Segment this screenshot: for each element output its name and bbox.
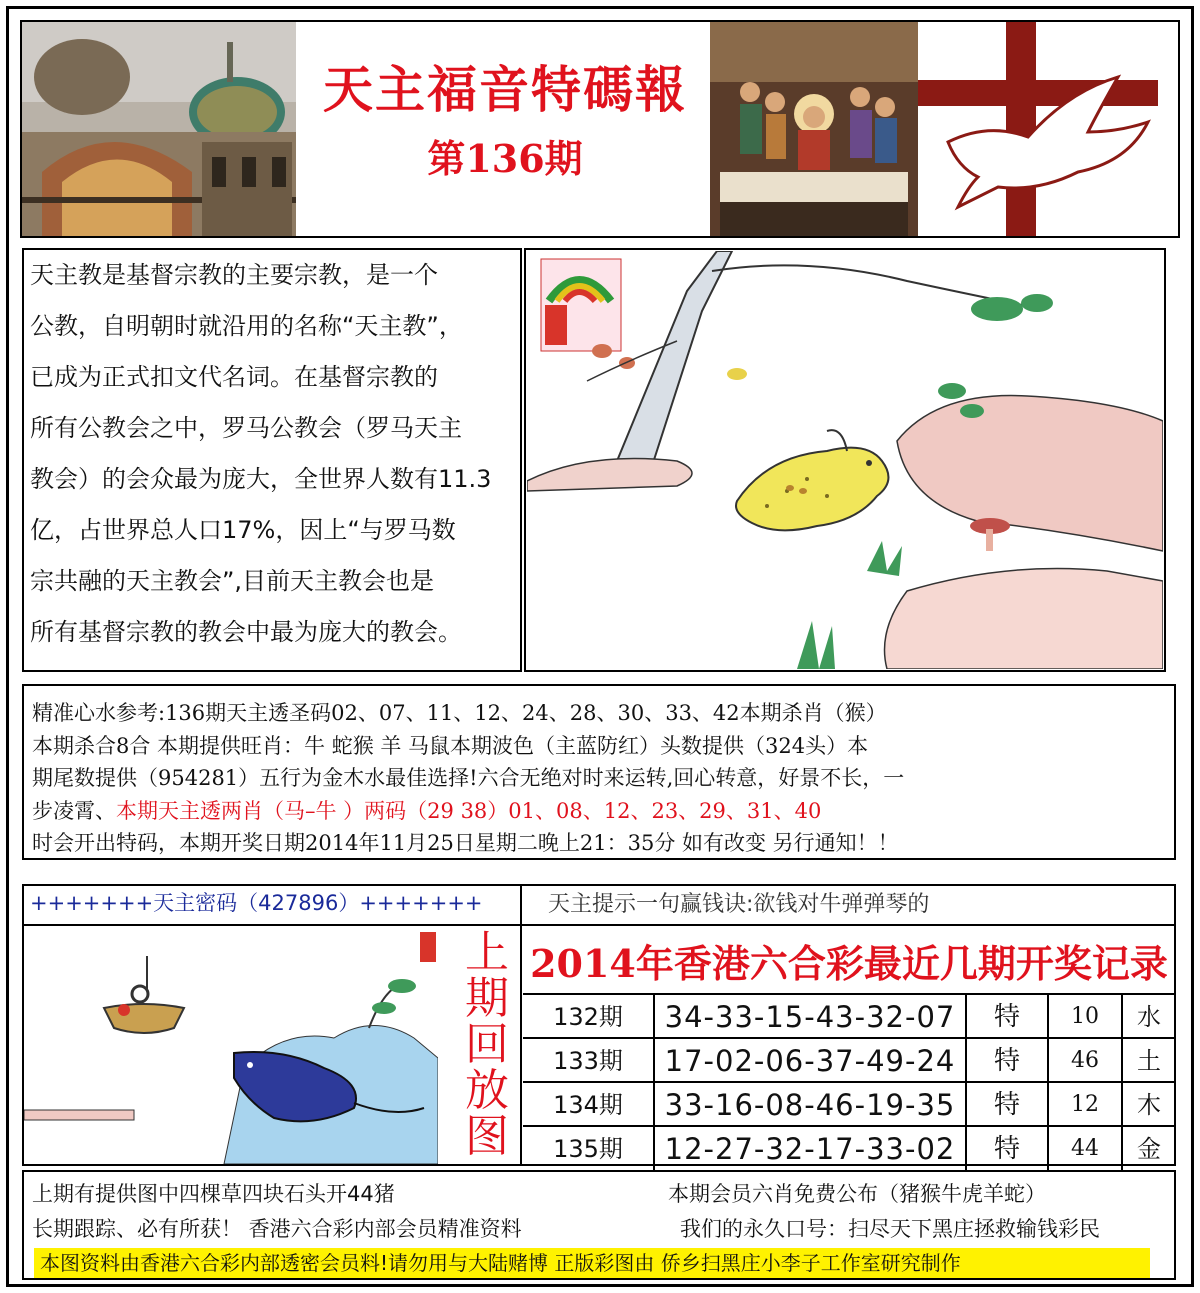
replay-char: 回 <box>465 1019 509 1070</box>
record-special-number: 44 <box>1047 1127 1121 1171</box>
record-special-number: 46 <box>1047 1039 1121 1083</box>
cross-dove-image <box>918 22 1176 236</box>
reference-line: 期尾数提供（954281）五行为金木水最佳选择!六合无绝对时来运转,回心转意，好景不长，一 <box>32 766 905 790</box>
replay-char: 上 <box>465 927 509 978</box>
replay-char: 图 <box>465 1111 509 1162</box>
record-row <box>523 1037 1175 1083</box>
secret-divider <box>22 924 522 926</box>
intro-line: 所有公教会之中，罗马公教会（罗马天主 <box>30 414 462 442</box>
replay-label <box>462 927 512 1162</box>
replay-char: 放 <box>465 1065 509 1116</box>
intro-line: 所有基督宗教的教会中最为庞大的教会。 <box>30 618 462 646</box>
footer-left-line2: 长期跟踪、必有所获！ 香港六合彩内部会员精准资料 <box>32 1217 522 1241</box>
record-numbers: 12-27-32-17-33-02 <box>653 1127 965 1171</box>
newspaper-title: 天主福音特碼報 <box>323 60 687 119</box>
record-period: 133期 <box>553 1047 623 1075</box>
rabbit-illustration <box>527 251 1163 669</box>
record-numbers: 33-16-08-46-19-35 <box>653 1083 965 1127</box>
record-numbers: 17-02-06-37-49-24 <box>653 1039 965 1083</box>
intro-line: 宗共融的天主教会”,目前天主教会也是 <box>30 567 435 595</box>
reference-highlight: 本期天主透两肖（马–牛 ）两码（29 38）01、08、12、23、29、31、40 <box>116 798 822 823</box>
intro-line: 教会）的会众最为庞大，全世界人数有11.3 <box>30 465 492 493</box>
footer-right-line1: 本期会员六肖免费公布（猪猴牛虎羊蛇） <box>668 1182 1046 1206</box>
footer-left-line1: 上期有提供图中四棵草四块石头开44猪 <box>32 1182 395 1206</box>
reference-line-prefix: 步凌霄、 <box>32 798 116 823</box>
intro-line: 天主教是基督宗教的主要宗教，是一个 <box>30 261 438 289</box>
record-row <box>523 1125 1175 1171</box>
record-special-label: 特 <box>965 995 1047 1039</box>
replay-char: 期 <box>465 973 509 1024</box>
record-element: 水 <box>1121 995 1175 1039</box>
record-numbers: 34-33-15-43-32-07 <box>653 995 965 1039</box>
record-element: 木 <box>1121 1083 1175 1127</box>
reference-line <box>32 795 1172 828</box>
record-row <box>523 993 1175 1039</box>
record-special-number: 10 <box>1047 995 1121 1039</box>
issue-number: 第136期 <box>427 136 583 181</box>
reference-line: 本期杀合8合 本期提供旺肖：牛 蛇猴 羊 马鼠本期波色（主蓝防红）头数提供（324头）本 <box>32 733 869 758</box>
record-period: 134期 <box>553 1091 623 1119</box>
record-element: 金 <box>1121 1127 1175 1171</box>
intro-line: 已成为正式扣文代名词。在基督宗教的 <box>30 363 438 391</box>
footer-banner: 本图资料由香港六合彩内部透密会员料!请勿用与大陆赌博 正版彩图由 侨乡扫黑庄小李子工作室研究制作 <box>34 1248 1150 1278</box>
intro-line: 亿，占世界总人口17%，因上“与罗马数 <box>30 516 456 544</box>
rat-illustration <box>24 928 438 1164</box>
record-period: 135期 <box>553 1135 623 1163</box>
record-row <box>523 1081 1175 1127</box>
record-special-number: 12 <box>1047 1083 1121 1127</box>
lower-vertical-divider <box>520 884 522 1166</box>
tip-text: 天主提示一句赢钱诀:欲钱对牛弹弹琴的 <box>548 892 930 917</box>
church-image <box>22 22 296 236</box>
record-element: 土 <box>1121 1039 1175 1083</box>
record-special-label: 特 <box>965 1083 1047 1127</box>
reference-text <box>32 697 1172 860</box>
footer-right-line2: 我们的永久口号：扫尽天下黑庄拯救输钱彩民 <box>680 1217 1100 1241</box>
reference-line: 精准心水参考:136期天主透圣码02、07、11、12、24、28、30、33、42本期杀肖（猴） <box>32 701 887 725</box>
secret-code: +++++++天主密码（427896）+++++++ <box>30 891 483 915</box>
reference-line: 时会开出特码，本期开奖日期2014年11月25日星期二晚上21：35分 如有改变 另行通知！！ <box>32 831 899 855</box>
records-title: 2014年香港六合彩最近几期开奖记录 <box>530 941 1168 986</box>
record-special-label: 特 <box>965 1039 1047 1083</box>
record-special-label: 特 <box>965 1127 1047 1171</box>
record-period: 132期 <box>553 1003 623 1031</box>
intro-line: 公教，自明朝时就沿用的名称“天主教”， <box>30 312 463 340</box>
intro-text <box>30 250 520 666</box>
tip-divider <box>522 924 1176 926</box>
last-supper-image <box>710 22 918 236</box>
